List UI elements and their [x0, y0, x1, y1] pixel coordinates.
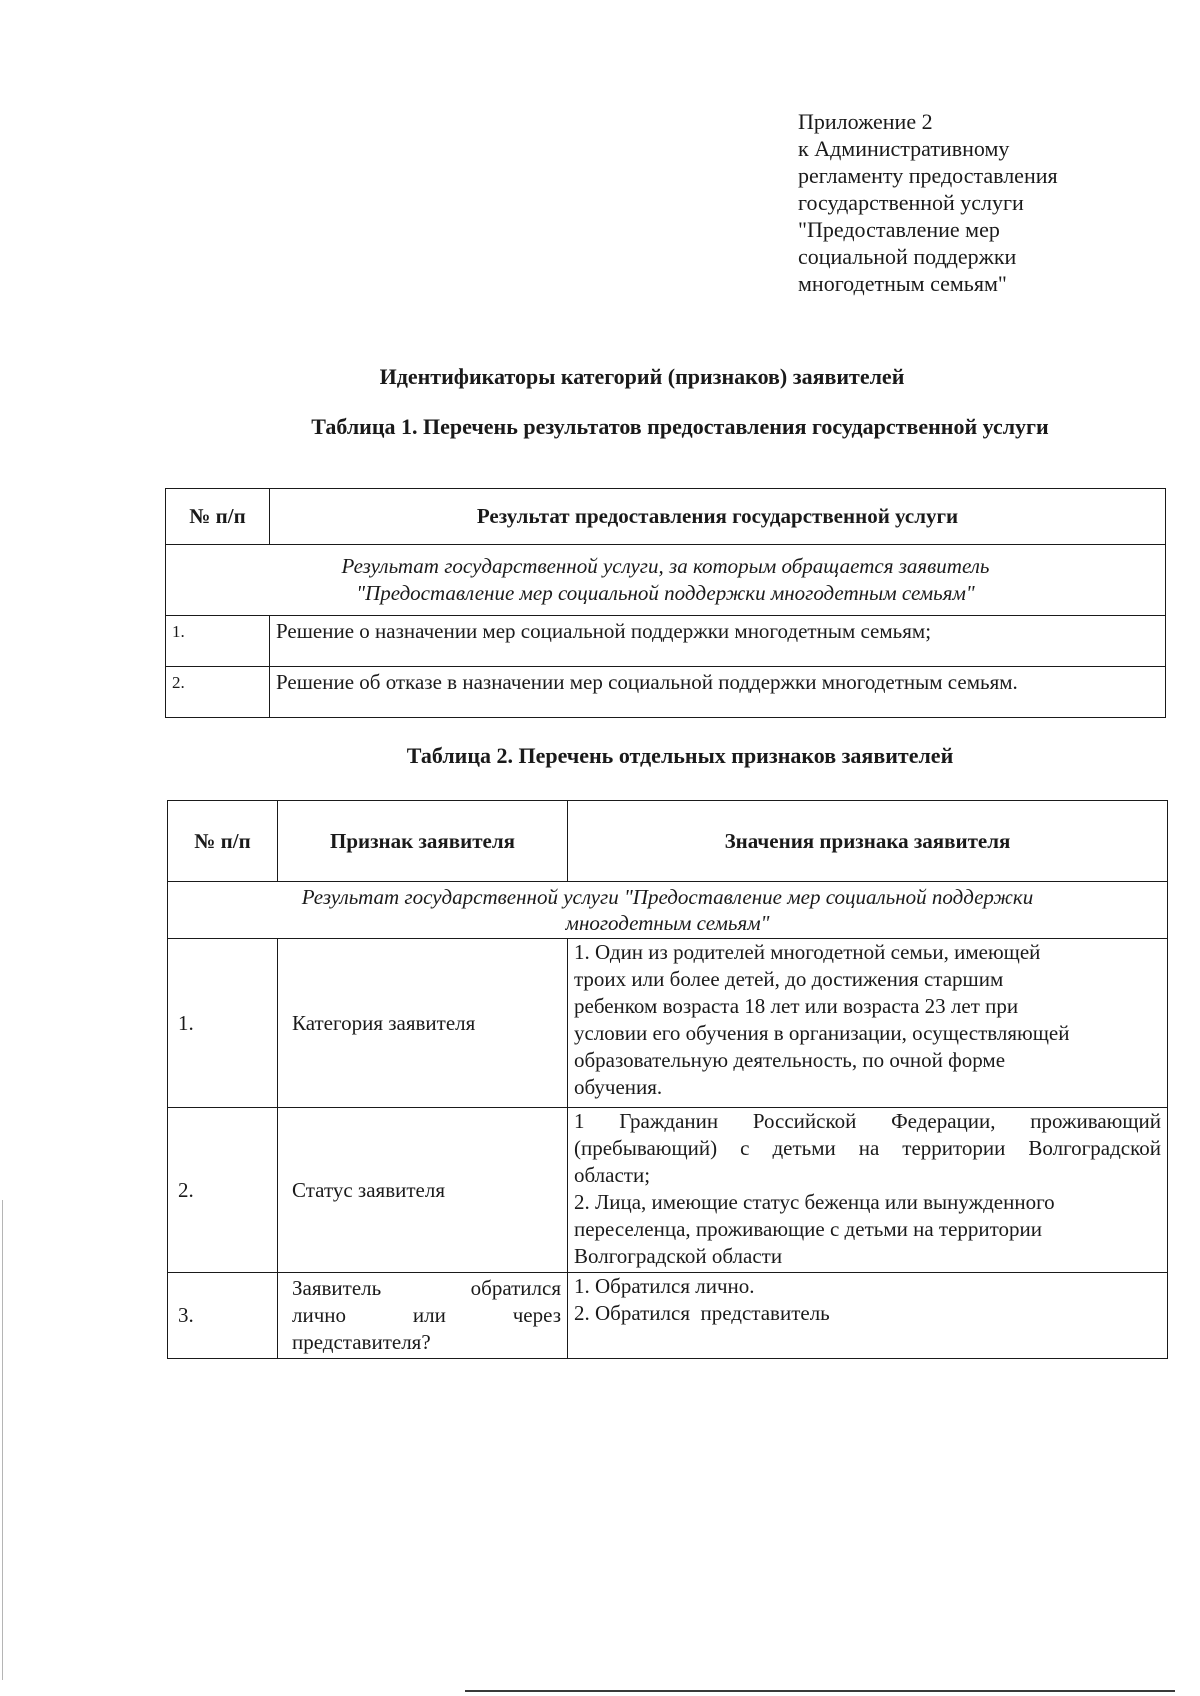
column-header-result: Результат предоставления государственной услуги [270, 489, 1166, 545]
value-line: троих или более детей, до достижения старшим [574, 967, 1004, 991]
table-row [166, 616, 1166, 667]
subheader-line: Результат государственной услуги, за которым обращается заявитель [341, 554, 990, 578]
appendix-line: многодетным семьям" [798, 271, 1007, 296]
value-line: 2. Обратился представитель [574, 1301, 830, 1325]
table1-caption: Таблица 1. Перечень результатов предоставления государственной услуги [311, 414, 1049, 439]
table-row [168, 939, 1168, 1108]
appendix-line: регламенту предоставления [798, 163, 1058, 188]
appendix-line: социальной поддержки [798, 244, 1017, 269]
table-subheader [168, 882, 1168, 939]
table-header-row [168, 801, 1168, 882]
column-header-number: № п/п [166, 489, 270, 545]
value-line: условии его обучения в организации, осуществляющей [574, 1021, 1070, 1045]
column-header-number: № п/п [168, 801, 278, 882]
table-row [168, 1273, 1168, 1359]
value-line: (пребывающий) с детьми на территории Волгоградской [574, 1136, 1161, 1160]
value-line: области; [574, 1163, 651, 1187]
row-number: 1. [166, 616, 270, 667]
row-values [568, 939, 1168, 1108]
appendix-line: "Предоставление мер [798, 217, 1000, 242]
subheader-line: многодетным семьям" [565, 911, 770, 935]
feature-line: лично или через [292, 1303, 561, 1327]
scan-edge-line [465, 1690, 1175, 1692]
value-line: образовательную деятельность, по очной форме [574, 1048, 1006, 1072]
row-number: 3. [168, 1273, 278, 1359]
value-line: 1 Гражданин Российской Федерации, проживающий [574, 1109, 1161, 1133]
appendix-line: к Административному [798, 136, 1010, 161]
table-subheader [166, 545, 1166, 616]
appendix-line: государственной услуги [798, 190, 1024, 215]
results-table [165, 488, 1166, 718]
value-line: 2. Лица, имеющие статус беженца или вынужденного [574, 1190, 1055, 1214]
value-line: обучения. [574, 1075, 663, 1099]
appendix-line: Приложение 2 [798, 109, 933, 134]
table2-caption: Таблица 2. Перечень отдельных признаков заявителей [406, 743, 954, 768]
feature-line: представителя? [292, 1330, 431, 1354]
row-feature [278, 1273, 568, 1359]
appendix-header [798, 108, 1178, 297]
column-header-values: Значения признака заявителя [568, 801, 1168, 882]
value-line: ребенком возраста 18 лет или возраста 23 лет при [574, 994, 1019, 1018]
scan-edge-mark [2, 1200, 3, 1680]
row-values [568, 1273, 1168, 1359]
row-feature: Категория заявителя [278, 939, 568, 1108]
table-subheader-row [166, 545, 1166, 616]
subheader-line: Результат государственной услуги "Предоставление мер социальной поддержки [301, 885, 1034, 909]
value-line: переселенца, проживающие с детьми на территории [574, 1217, 1043, 1241]
row-number: 1. [168, 939, 278, 1108]
applicant-features-table [167, 800, 1168, 1359]
row-feature: Статус заявителя [278, 1108, 568, 1273]
table-row [166, 667, 1166, 718]
document-title: Идентификаторы категорий (признаков) заявителей [379, 364, 905, 389]
subheader-line: "Предоставление мер социальной поддержки многодетным семьям" [356, 581, 975, 605]
table-subheader-row [168, 882, 1168, 939]
row-number: 2. [168, 1108, 278, 1273]
table-row [168, 1108, 1168, 1273]
value-line: Волгоградской области [574, 1244, 783, 1268]
row-number: 2. [166, 667, 270, 718]
row-result: Решение о назначении мер социальной поддержки многодетным семьям; [270, 616, 1166, 667]
column-header-feature: Признак заявителя [278, 801, 568, 882]
row-values [568, 1108, 1168, 1273]
table-header-row [166, 489, 1166, 545]
value-line: 1. Один из родителей многодетной семьи, имеющей [574, 940, 1041, 964]
row-result: Решение об отказе в назначении мер социальной поддержки многодетным семьям. [270, 667, 1166, 718]
value-line: 1. Обратился лично. [574, 1274, 755, 1298]
feature-line: Заявитель обратился [292, 1276, 561, 1300]
